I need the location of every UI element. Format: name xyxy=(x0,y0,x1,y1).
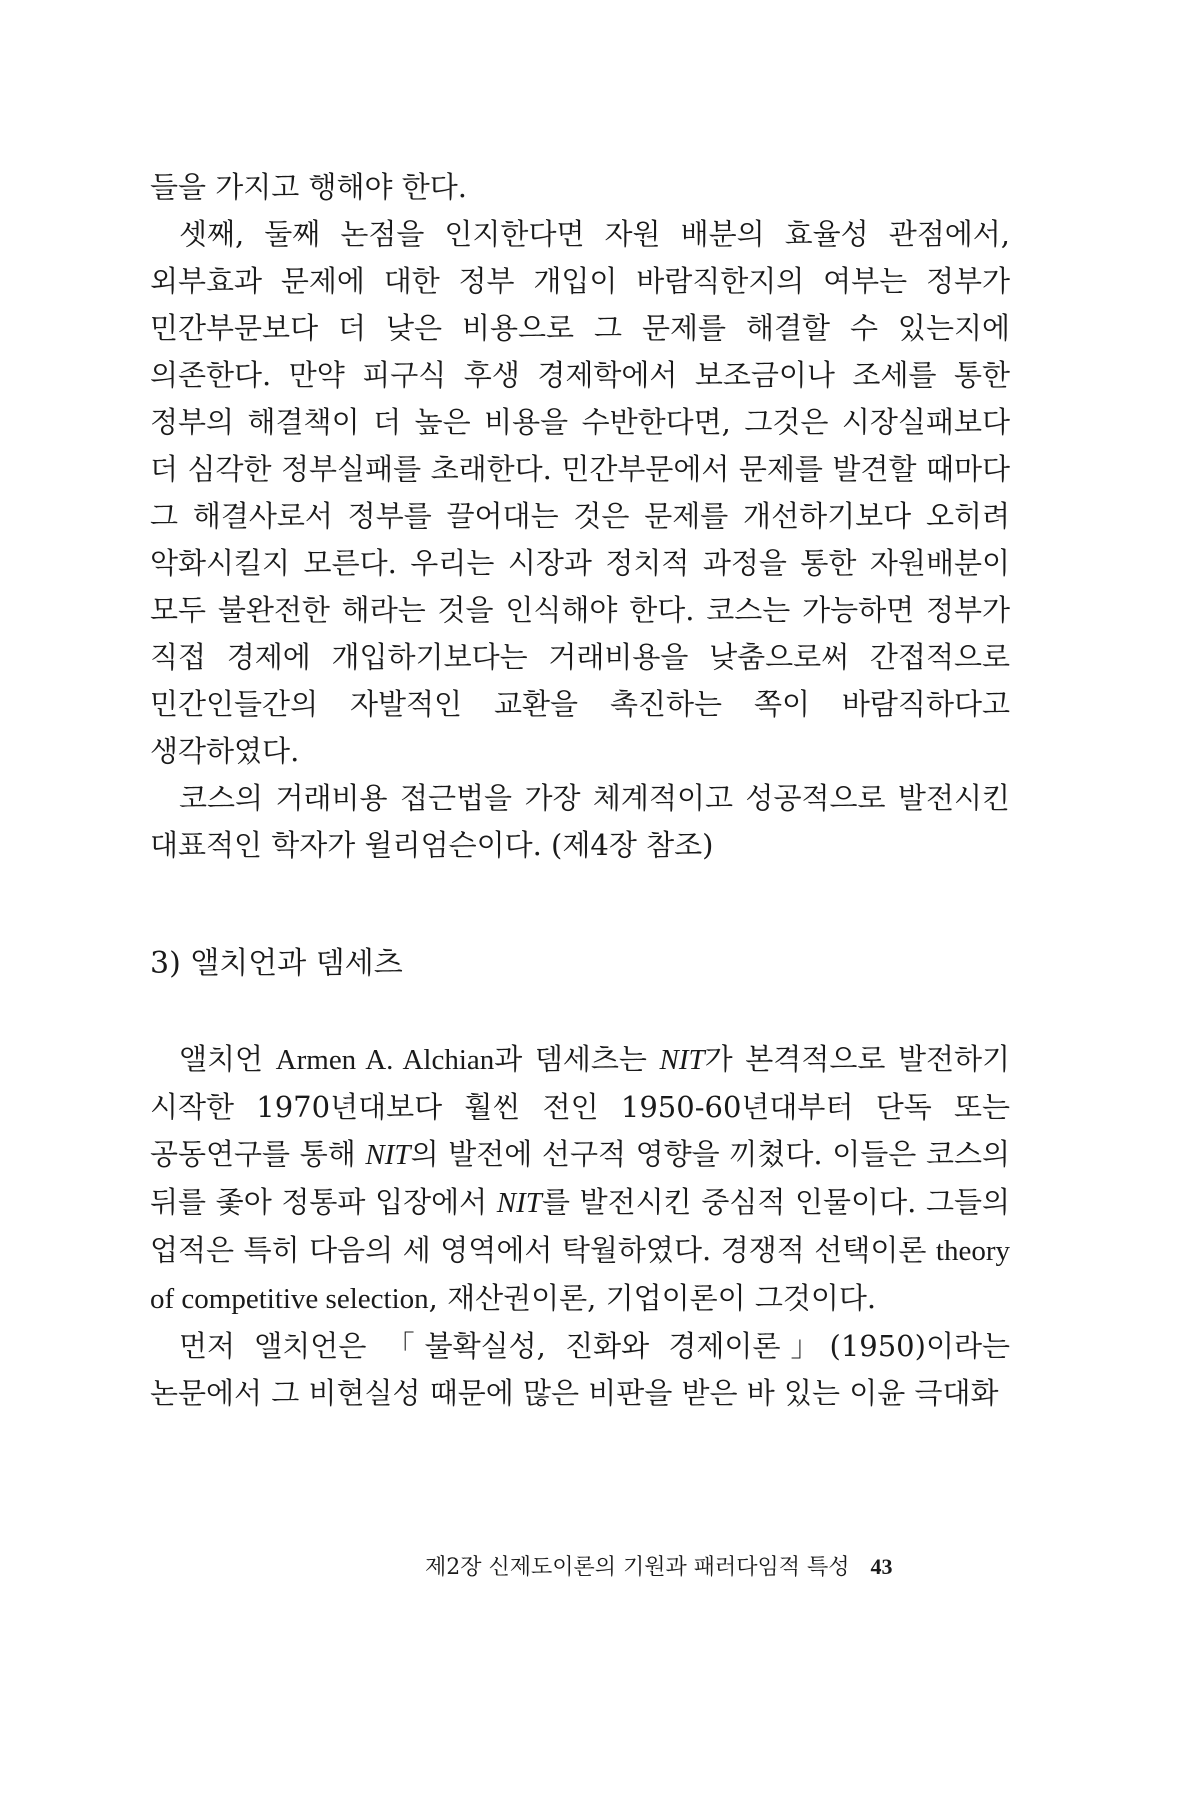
text-run: 를 발전시킨 중심적 인물이다. 그들의 업적은 특히 다음의 세 영역에서 탁월하였다. 경쟁적 선택이론 xyxy=(150,1185,1010,1267)
paragraph-continuation: 들을 가지고 행해야 한다. xyxy=(150,170,468,204)
page-number: 43 xyxy=(870,1554,893,1579)
english-name: Armen A. Alchian xyxy=(275,1044,495,1076)
body-text-top xyxy=(150,164,1010,869)
paragraph-alchian-1950: 먼저 앨치언은 「불확실성, 진화와 경제이론」(1950)이라는 논문에서 그 비현실성 때문에 많은 비판을 받은 바 있는 이윤 극대화 xyxy=(150,1329,1010,1410)
text-run: 의 발전에 선구적 영향을 끼쳤다. 이들은 코스의 뒤를 좇아 정통파 입장에서 xyxy=(150,1137,1010,1219)
nit-term: NIT xyxy=(496,1187,542,1219)
paragraph-williamson: 코스의 거래비용 접근법을 가장 체계적이고 성공적으로 발전시킨 대표적인 학자가 윌리엄슨이다. (제4장 참조) xyxy=(150,781,1010,862)
text-run: 가 본격적으로 발전하기 시작한 1970년대보다 훨씬 전인 1950-60년대부터 단독 또는 공동연구를 통해 xyxy=(150,1042,1011,1171)
paragraph-third-point: 셋째, 둘째 논점을 인지한다면 자원 배분의 효율성 관점에서, 외부효과 문제에 대한 정부 개입이 바람직한지의 여부는 정부가 민간부문보다 더 낮은 비용으로 그 문제를 해결할 수 있는지에 의존한다. 만약 피구식 후생 경제학에서 보조금이나 조세를 통한 정부의 해결책이 더 높은 비용을 수반한다면, 그것은 시장실패보다 더 심각한 정부실패를 초래한다. 민간부문에서 문제를 발견할 때마다 그 해결사로서 정부를 끌어대는 것은 문제를 개선하기보다 오히려 악화시킬지 모른다. 우리는 시장과 정치적 과정을 통한 자원배분이 모두 불완전한 해라는 것을 인식해야 한다. 코스는 가능하면 정부가 직접 경제에 개입하기보다는 거래비용을 낮춤으로써 간접적으로 민간인들간의 자발적인 교환을 촉진하는 쪽이 바람직하다고 생각하였다. xyxy=(150,217,1010,768)
footer-title: 신제도이론의 기원과 패러다임적 특성 xyxy=(488,1555,850,1580)
body-text-bottom xyxy=(150,1036,1010,1417)
english-term: theory of competitive selection xyxy=(150,1235,1010,1315)
footer-chapter: 제2장 xyxy=(425,1555,482,1580)
text-run: , 재산권이론, 기업이론이 그것이다. xyxy=(428,1281,877,1315)
text-run: 앨치언 xyxy=(179,1042,276,1076)
text-run: 과 뎀세츠는 xyxy=(494,1042,660,1076)
section-heading: 3) 앨치언과 뎀세츠 xyxy=(150,946,403,981)
nit-term: NIT xyxy=(659,1044,705,1076)
paragraph-alchian-demsetz xyxy=(150,1036,1010,1323)
running-footer xyxy=(425,1552,893,1583)
nit-term: NIT xyxy=(365,1139,411,1171)
